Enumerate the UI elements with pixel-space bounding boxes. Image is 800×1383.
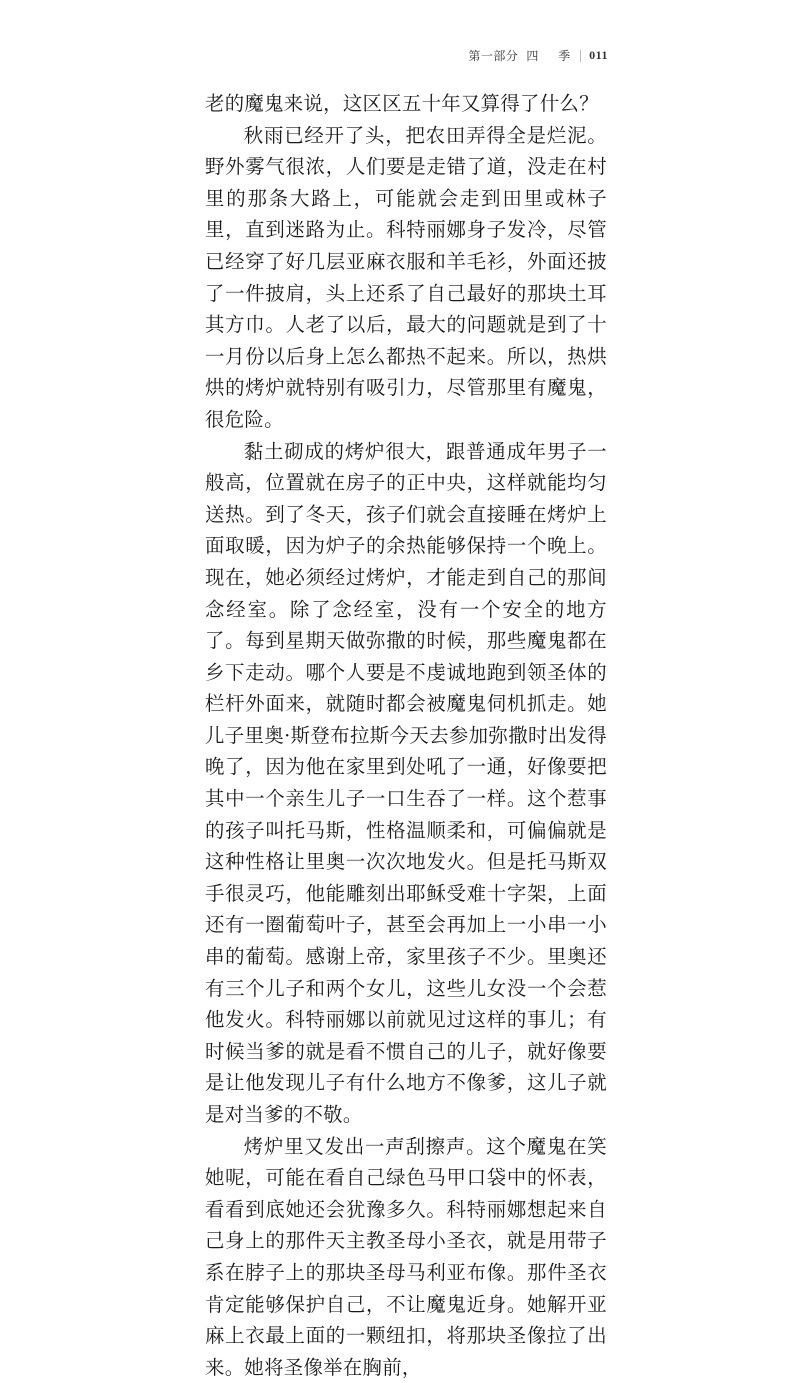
paragraph: 秋雨已经开了头，把农田弄得全是烂泥。野外雾气很浓，人们要是走错了道，没走在村里的那条大路上，可能就会走到田里或林子里，直到迷路为止。科特丽娜身子发冷，尽管已经穿了好几层亚麻衣服和羊毛衫，外面还披了一件披肩，头上还系了自己最好的那块土耳其方巾。人老了以后，最大的问题就是到了十一月份以后身上怎么都热不起来。所以，热烘烘的烤炉就特别有吸引力，尽管那里有魔鬼，很危险。 (205, 123, 607, 431)
paragraph: 烤炉里又发出一声刮擦声。这个魔鬼在笑她呢，可能在看自己绿色马甲口袋中的怀表，看看到底她还会犹豫多久。科特丽娜想起来自己身上的那件天主教圣母小圣衣，就是用带子系在脖子上的那块圣母马利亚布像。那件圣衣肯定能够保护自己，不让魔鬼近身。她解开亚麻上衣最上面的一颗纽扣，将那块圣像拉了出来。她将圣像举在胸前， (205, 1134, 607, 1379)
paragraph: 黏土砌成的烤炉很大，跟普通成年男子一般高，位置就在房子的正中央，这样就能均匀送热。到了冬天，孩子们就会直接睡在烤炉上面取暖，因为炉子的余热能够保持一个晚上。现在，她必须经过烤炉，才能走到自己的那间念经室。除了念经室，没有一个安全的地方了。每到星期天做弥撒的时候，那些魔鬼都在乡下走动。哪个人要是不虔诚地跑到领圣体的栏杆外面来，就随时都会被魔鬼伺机抓走。她儿子里奥·斯登布拉斯今天去参加弥撒时出发得晚了，因为他在家里到处吼了一通，好像要把其中一个亲生儿子一口生吞了一样。这个惹事的孩子叫托马斯，性格温顺柔和，可偏偏就是这种性格让里奥一次次地发火。但是托马斯双手很灵巧，他能雕刻出耶稣受难十字架，上面还有一圈葡萄叶子，甚至会再加上一小串一小串的葡萄。感谢上帝，家里孩子不少。里奥还有三个儿子和两个女儿，这些儿女没一个会惹他发火。科特丽娜以前就见过这样的事儿；有时候当爹的就是看不惯自己的儿子，就好像要是让他发现儿子有什么地方不像爹，这儿子就是对当爹的不敬。 (205, 439, 607, 1126)
body-text (205, 88, 607, 1383)
running-head (468, 47, 608, 64)
part-title: 第一部分 (468, 49, 519, 63)
chapter-title: 四 季 (526, 49, 579, 63)
header-divider (580, 50, 581, 62)
page-number: 011 (589, 48, 608, 62)
paragraph: 老的魔鬼来说，这区区五十年又算得了什么？ (205, 92, 599, 115)
